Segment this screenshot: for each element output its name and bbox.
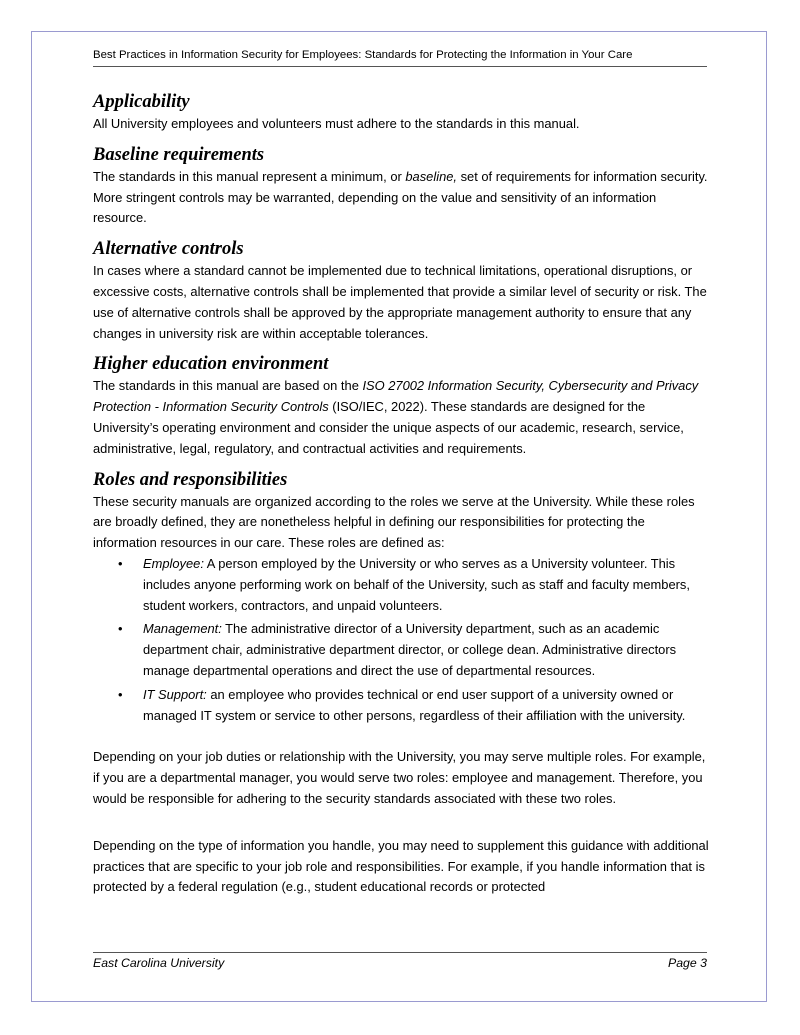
paragraph-spacer [93, 818, 709, 836]
baseline-text-start: The standards in this manual represent a minimum, or [93, 168, 406, 184]
role-term: IT Support: [143, 686, 207, 702]
footer-page-number: Page 3 [668, 956, 707, 970]
page-footer [93, 954, 707, 972]
list-item-it-support [93, 685, 709, 727]
paragraph-roles-intro: These security manuals are organized according to the roles we serve at the University. While these roles are broadly defined, they are nonetheless helpful in defining our responsibilities for protecting the information resources in our care. These roles are defined as: [93, 493, 695, 551]
footer-divider [93, 952, 707, 953]
higher-ed-text-end: (ISO/IEC, 2022). These standards are designed for the University’s operating environment and consider the unique aspects of our academic, research, service, administrative, legal, regulatory, and contractual activities and requirements. [93, 399, 684, 456]
header-divider [93, 66, 707, 67]
bullet-icon: • [118, 555, 123, 571]
running-header: Best Practices in Information Security for Employees: Standards for Protecting the Information in Your Care [93, 49, 633, 61]
document-body [93, 90, 709, 906]
roles-list [93, 554, 709, 726]
paragraph-applicability: All University employees and volunteers must adhere to the standards in this manual. [93, 116, 580, 131]
paragraph-spacer [93, 729, 709, 747]
footer-institution: East Carolina University [93, 956, 225, 970]
list-item-management [93, 619, 709, 681]
role-description: A person employed by the University or who serves as a University volunteer. This includes anyone performing work on behalf of the University, such as staff and faculty members, student workers, contractors, and unpaid volunteers. [143, 555, 690, 613]
iso-standard-title: ISO 27002 Information Security, Cybersecurity and Privacy Protection - Information Security Controls [93, 378, 699, 415]
role-term: Management: [143, 621, 222, 637]
role-description: The administrative director of a University department, such as an academic department chair, administrative department director, or college dean. Administrative directors manage departmental operations and direct the use of departmental resources. [143, 621, 677, 678]
paragraph-baseline-requirements [93, 167, 709, 229]
paragraph-supplemental-guidance: Depending on the type of information you handle, you may need to supplement this guidance with additional practices that are specific to your job role and responsibilities. For example, if you handle information that is protected by a federal regulation (e.g., student educational records or protected [93, 837, 709, 895]
higher-ed-text-start: The standards in this manual are based on the [93, 378, 363, 394]
baseline-emphasis: baseline, [405, 168, 457, 184]
paragraph-higher-education-environment [93, 376, 709, 459]
role-description: an employee who provides technical or end user support of a university owned or managed IT system or service to other persons, regardless of their affiliation with the university. [143, 686, 686, 723]
bullet-icon: • [118, 686, 123, 702]
heading-roles-and-responsibilities: Roles and responsibilities [93, 469, 288, 490]
role-term: Employee: [143, 555, 204, 571]
paragraph-multiple-roles: Depending on your job duties or relationship with the University, you may serve multiple roles. For example, if you are a departmental manager, you would serve two roles: employee and management. Therefore, you would be responsible for adhering to the security standards associated with these two roles. [93, 749, 706, 806]
paragraph-alternative-controls: In cases where a standard cannot be implemented due to technical limitations, operational disruptions, or excessive costs, alternative controls shall be implemented that provide a similar level of security or risk. The use of alternative controls shall be approved by the appropriate management authority to ensure that any changes in university risk are within acceptable tolerances. [93, 263, 707, 341]
heading-applicability: Applicability [93, 92, 190, 112]
heading-higher-education-environment: Higher education environment [93, 354, 329, 375]
heading-alternative-controls: Alternative controls [93, 239, 244, 260]
list-item-employee [93, 554, 709, 616]
baseline-text-end: set of requirements for information security. More stringent controls may be warranted, depending on the value and sensitivity of an information resource. [93, 168, 708, 226]
heading-baseline-requirements: Baseline requirements [93, 144, 265, 165]
bullet-icon: • [118, 621, 123, 637]
